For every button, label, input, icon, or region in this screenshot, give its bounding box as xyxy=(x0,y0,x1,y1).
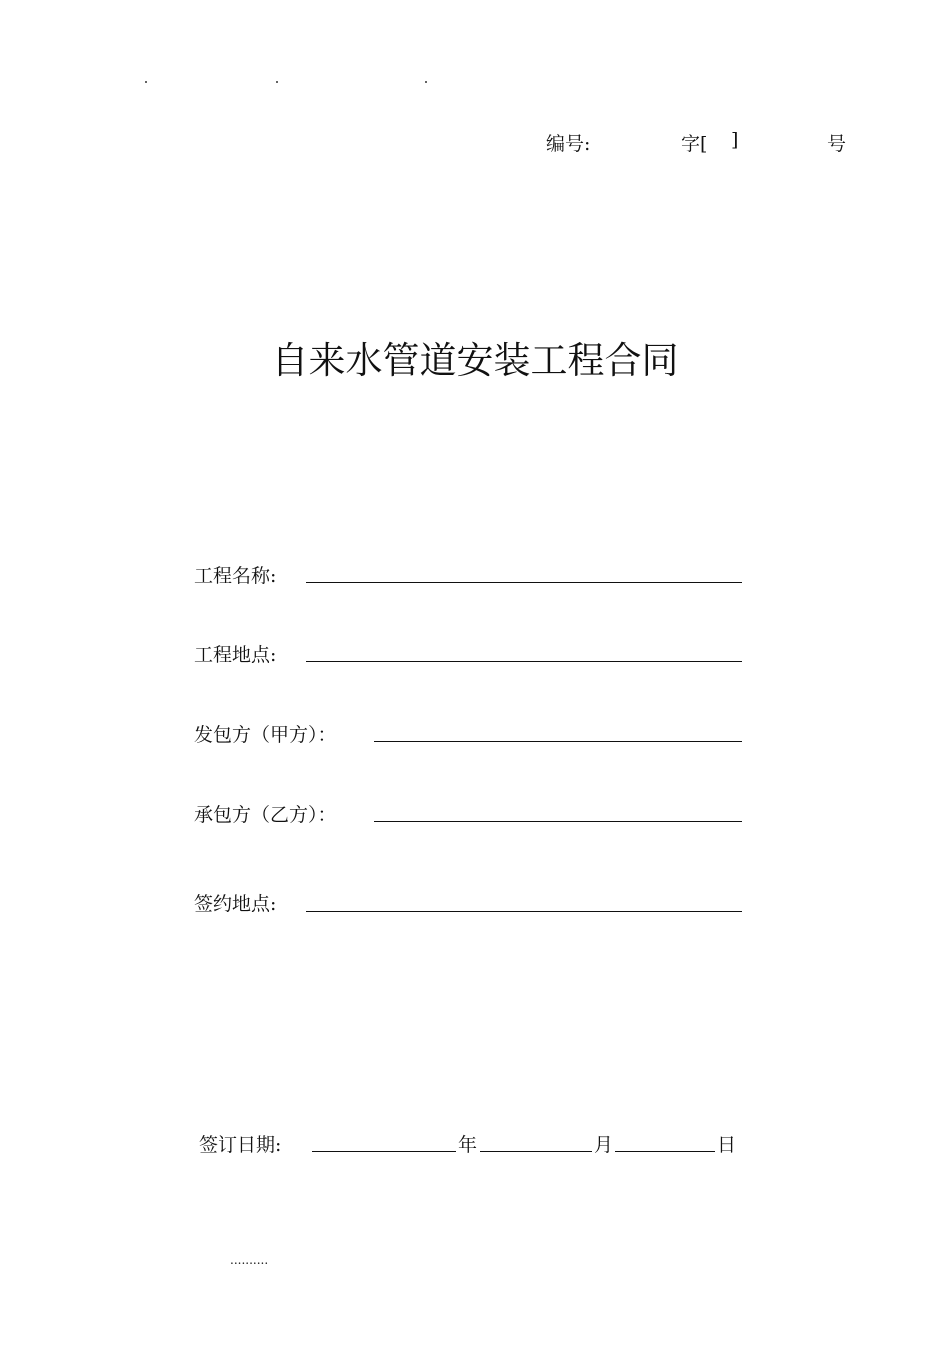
field-label-party-a: 发包方（甲方）： xyxy=(194,724,337,746)
signing-year-label: 年 xyxy=(458,1134,478,1156)
signing-year-line[interactable] xyxy=(312,1151,456,1152)
contract-bracket-close: ] xyxy=(731,129,739,151)
field-line-project-name[interactable] xyxy=(306,582,742,583)
field-label-party-b: 承包方（乙方）： xyxy=(194,804,337,826)
mark-dot-3 xyxy=(425,81,427,83)
footer-dots: .......... xyxy=(230,1253,269,1267)
field-line-party-a[interactable] xyxy=(374,741,742,742)
contract-number-label: 编号: xyxy=(546,133,591,155)
field-label-project-location: 工程地点: xyxy=(194,644,277,666)
contract-hao-label: 号 xyxy=(827,133,847,155)
signing-month-line[interactable] xyxy=(480,1151,592,1152)
field-label-project-name: 工程名称: xyxy=(194,565,277,587)
field-line-project-location[interactable] xyxy=(306,661,742,662)
field-line-signing-place[interactable] xyxy=(306,911,742,912)
field-label-signing-place: 签约地点: xyxy=(194,893,277,915)
mark-dot-2 xyxy=(276,81,278,83)
document-title: 自来水管道安装工程合同 xyxy=(271,339,679,382)
mark-dot-1 xyxy=(145,81,147,83)
contract-zi-label: 字[ xyxy=(681,133,708,155)
field-line-party-b[interactable] xyxy=(374,821,742,822)
signing-date-label: 签订日期: xyxy=(199,1134,282,1156)
signing-month-label: 月 xyxy=(594,1134,614,1156)
signing-day-line[interactable] xyxy=(615,1151,715,1152)
signing-day-label: 日 xyxy=(717,1134,737,1156)
